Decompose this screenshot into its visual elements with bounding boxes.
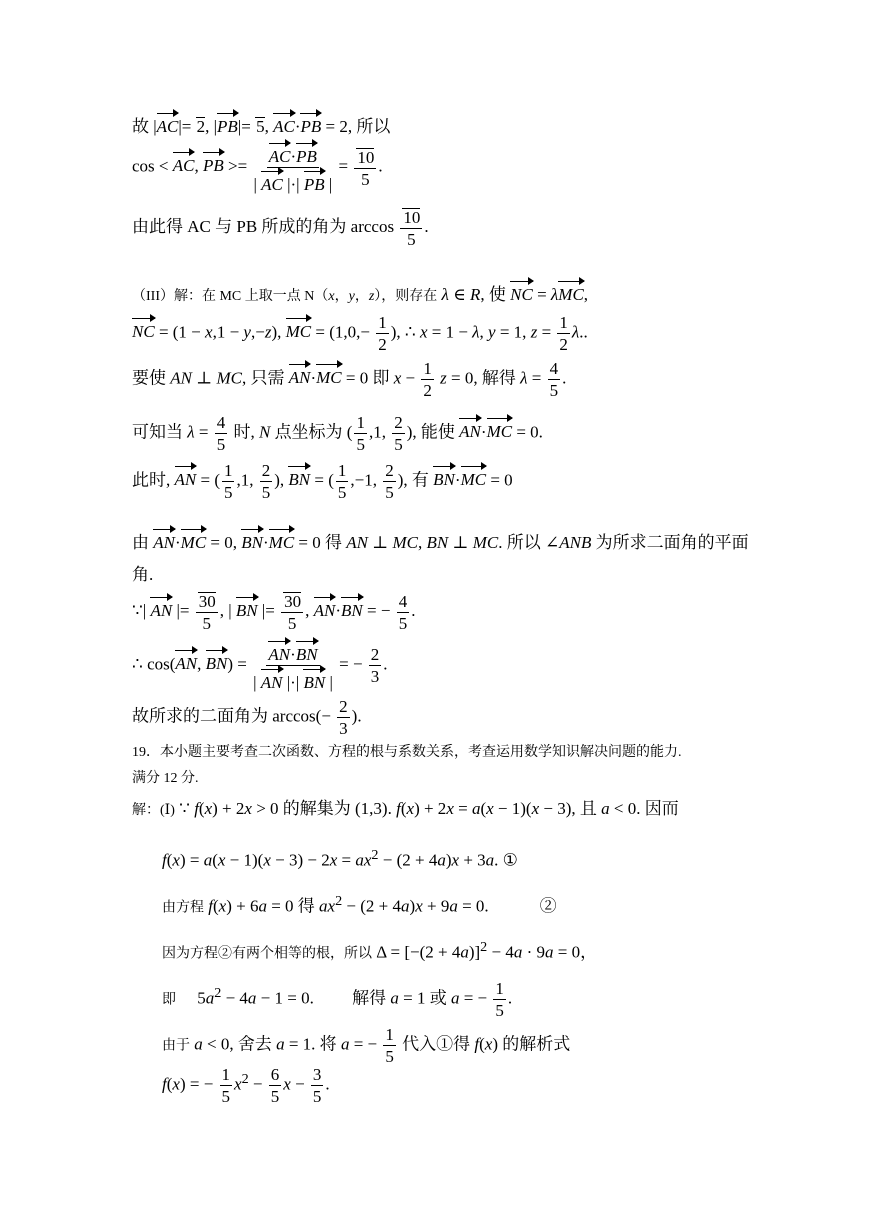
line-19: 因为方程②有两个相等的根，所以 $\Delta = [-(2 + 4a)]^2 - 4a \cdot 9a = 0$， [162, 939, 598, 962]
line-15: 满分 12 分. [132, 771, 199, 786]
line-9: 由 AN·MC = 0, BN·MC = 0 得 AN ⊥ MC, BN ⊥ MC. 所以 ∠ANB 为所求二面角的平面 [132, 528, 749, 551]
line-17: $f(x) = a(x - 1)(x - 3) - 2x = ax^2 - (2 + 4a)x + 3a$. ① [162, 847, 518, 870]
line-7: 可知当 λ = $\frac{4}{5}$ 时, N 点坐标为 ( $\frac{1}{5}$ ,1, $\frac{2}{5}$ ), 能使 AN·MC = 0. [132, 413, 543, 454]
line-4: （III）解：在 MC 上取一点 N（x，y，z），则存在 λ ∈ R, 使 NC = λMC, [132, 280, 588, 304]
line-16: 解：(Ⅰ) ∵ f(x) + 2x > 0 的解集为 (1,3). f(x) + 2x = a(x − 1)(x − 3), 且 a < 0. 因而 [132, 799, 679, 818]
line-10: 角. [132, 565, 154, 584]
line-2: cos < AC, PB >= $\frac{AC\cdot PB}{| AC |\cdot| PB |}$ = $\frac{10}{5}$ . [132, 142, 383, 193]
line-11: ∵| AN |= $\frac{30}{5}$ , | BN |= $\frac{30}{5}$ , AN·BN = − $\frac{4}{5}$ . [132, 591, 416, 633]
line-22: f(x) = − $\frac{1}{5}$ $x^2$ − $\frac{6}{5}$ x − $\frac{3}{5}$ . [162, 1065, 330, 1106]
line-18: 由方程 f(x) + 6a = 0 得 $ax^2 - (2 + 4a)x + 9a = 0$. ② [162, 893, 557, 916]
line-21: 由于 a < 0, 舍去 a = 1. 将 a = − $\frac{1}{5}$ 代入①得 f(x) 的解析式 [162, 1025, 571, 1066]
line-3: 由此得 AC 与 PB 所成的角为 arccos $\frac{10}{5}$ . [132, 208, 429, 249]
line-1: 故 |AC|= 2, |PB|= 5, AC·PB = 2, 所以 [132, 112, 390, 135]
line-6: 要使 AN ⊥ MC, 只需 AN·MC = 0 即 x − $\frac{1}{2}$ z = 0, 解得 λ = $\frac{4}{5}$ . [132, 359, 567, 400]
line-14: 19．本小题主要考查二次函数、方程的根与系数关系，考查运用数学知识解决问题的能力. [132, 745, 682, 760]
line-8: 此时, AN = ( $\frac{1}{5}$ ,1, $\frac{2}{5}$ ), BN = ( $\frac{1}{5}$ ,−1, $\frac{2}{5}$ ), 有 BN·MC = 0 [132, 461, 513, 502]
line-20: 即 $5a^2 - 4a - 1 = 0$. 解得 a = 1 或 a = − $\frac{1}{5}$ . [162, 979, 513, 1020]
line-5: NC = (1 − x,1 − y,−z), MC = (1,0,− $\frac{1}{2}$ ), ∴ x = 1 − λ, y = 1, z = $\frac{1}{2}$ λ.. [132, 313, 588, 354]
line-12: ∴ cos(AN, BN) = $\frac{AN\cdot BN}{| AN |\cdot| BN |}$ = − $\frac{2}{3}$ . [132, 640, 388, 691]
line-13: 故所求的二面角为 arccos(− $\frac{2}{3}$ ). [132, 697, 362, 738]
